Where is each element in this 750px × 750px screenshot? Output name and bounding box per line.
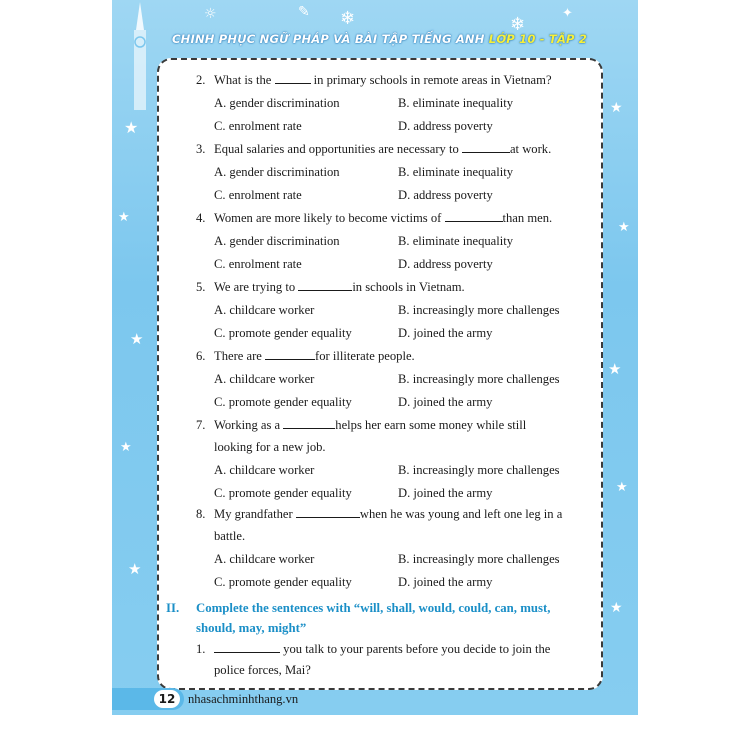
question-text: for illiterate people.	[315, 349, 415, 363]
section-instruction-line1: Complete the sentences with “will, shall, would, could, can, must,	[196, 601, 551, 615]
question-stem	[196, 506, 562, 522]
book-title-grade: LỚP 10 - TẬP 2	[488, 32, 588, 46]
answer-option[interactable]: C. enrolment rate	[214, 257, 302, 271]
question-text: in schools in Vietnam.	[352, 280, 465, 294]
tower-illustration	[120, 0, 160, 120]
book-title	[172, 32, 587, 46]
answer-option[interactable]: D. joined the army	[398, 395, 493, 409]
answer-option[interactable]: A. childcare worker	[214, 552, 315, 566]
answer-blank	[298, 279, 352, 291]
star-icon: ★	[130, 330, 144, 348]
question-text: helps her earn some money while still	[335, 418, 527, 432]
answer-option[interactable]: C. promote gender equality	[214, 575, 352, 589]
page-number: 12	[154, 690, 180, 708]
section2-q1-line2: police forces, Mai?	[214, 663, 311, 677]
section2-q1-text1: you talk to your parents before you decide to join the	[280, 642, 551, 656]
section2-q1-number: 1.	[196, 642, 206, 656]
question-stem	[196, 348, 415, 364]
question-text: than men.	[502, 211, 553, 225]
question-text-continued: battle.	[214, 529, 246, 543]
question-text-continued: looking for a new job.	[214, 440, 326, 454]
star-icon: ★	[610, 100, 623, 116]
question-stem	[196, 141, 551, 157]
section2-q1-line1	[214, 641, 550, 657]
question-stem	[196, 417, 526, 433]
answer-option[interactable]: B. eliminate inequality	[398, 96, 514, 110]
answer-option[interactable]: B. increasingly more challenges	[398, 552, 560, 566]
star-icon: ★	[608, 360, 622, 378]
answer-option[interactable]: B. increasingly more challenges	[398, 303, 560, 317]
question-text: Working as a	[214, 418, 284, 432]
question-number: 7.	[196, 418, 206, 432]
paperclip-icon: ✎	[298, 4, 310, 20]
page-number-tab	[112, 688, 184, 710]
question-text: My grandfather	[214, 507, 296, 521]
question-stem	[196, 279, 465, 295]
answer-option[interactable]: C. promote gender equality	[214, 326, 352, 340]
answer-option[interactable]: A. childcare worker	[214, 463, 315, 477]
answer-option[interactable]: A. gender discrimination	[214, 165, 340, 179]
answer-blank	[462, 141, 510, 153]
answer-option[interactable]: D. address poverty	[398, 119, 493, 133]
page-footer	[112, 688, 299, 714]
question-stem	[196, 72, 552, 88]
answer-blank	[275, 72, 311, 84]
question-number: 5.	[196, 280, 206, 294]
answer-blank	[283, 417, 335, 429]
star-icon: ★	[124, 118, 139, 137]
question-text: There are	[214, 349, 266, 363]
question-text: Women are more likely to become victims of	[214, 211, 445, 225]
question-number: 8.	[196, 507, 206, 521]
question-number: 4.	[196, 211, 206, 225]
answer-option[interactable]: C. enrolment rate	[214, 119, 302, 133]
lightbulb-icon: ☼	[204, 6, 217, 22]
question-text: at work.	[509, 142, 552, 156]
star-icon: ★	[118, 210, 130, 225]
answer-option[interactable]: B. increasingly more challenges	[398, 463, 560, 477]
question-stem	[196, 210, 552, 226]
star-icon: ★	[128, 560, 142, 578]
answer-option[interactable]: A. gender discrimination	[214, 234, 340, 248]
answer-option[interactable]: C. promote gender equality	[214, 486, 352, 500]
star-icon: ★	[610, 600, 623, 616]
answer-option[interactable]: B. increasingly more challenges	[398, 372, 560, 386]
answer-blank	[445, 210, 503, 222]
answer-option[interactable]: B. eliminate inequality	[398, 165, 514, 179]
answer-option[interactable]: D. joined the army	[398, 486, 493, 500]
question-number: 6.	[196, 349, 206, 363]
question-number: 2.	[196, 73, 206, 87]
snowflake-icon: ❄	[340, 8, 356, 29]
section-numeral: II.	[166, 601, 180, 615]
snowflake-icon: ❄	[510, 14, 526, 35]
question-text: We are trying to	[214, 280, 299, 294]
answer-blank	[265, 348, 315, 360]
answer-option[interactable]: D. joined the army	[398, 326, 493, 340]
section-instruction-line2: should, may, might”	[196, 621, 307, 635]
answer-option[interactable]: A. childcare worker	[214, 372, 315, 386]
answer-option[interactable]: B. eliminate inequality	[398, 234, 514, 248]
question-text: in primary schools in remote areas in Vietnam?	[310, 73, 552, 87]
answer-option[interactable]: C. promote gender equality	[214, 395, 352, 409]
answer-blank	[296, 506, 360, 518]
question-number: 3.	[196, 142, 206, 156]
question-text: What is the	[214, 73, 275, 87]
star-icon: ★	[618, 220, 630, 235]
answer-option[interactable]: D. address poverty	[398, 188, 493, 202]
answer-option[interactable]: D. joined the army	[398, 575, 493, 589]
answer-option[interactable]: A. gender discrimination	[214, 96, 340, 110]
answer-option[interactable]: A. childcare worker	[214, 303, 315, 317]
star-icon: ★	[120, 440, 132, 455]
star-icon: ★	[616, 480, 628, 495]
question-text: when he was young and left one leg in a	[359, 507, 563, 521]
question-text: Equal salaries and opportunities are necessary to	[214, 142, 462, 156]
book-title-main: CHINH PHỤC NGỮ PHÁP VÀ BÀI TẬP TIẾNG ANH	[172, 32, 485, 46]
answer-blank	[214, 641, 280, 653]
answer-option[interactable]: D. address poverty	[398, 257, 493, 271]
star-icon: ✦	[562, 6, 573, 21]
answer-option[interactable]: C. enrolment rate	[214, 188, 302, 202]
publisher-website: nhasachminhthang.vn	[188, 692, 299, 706]
